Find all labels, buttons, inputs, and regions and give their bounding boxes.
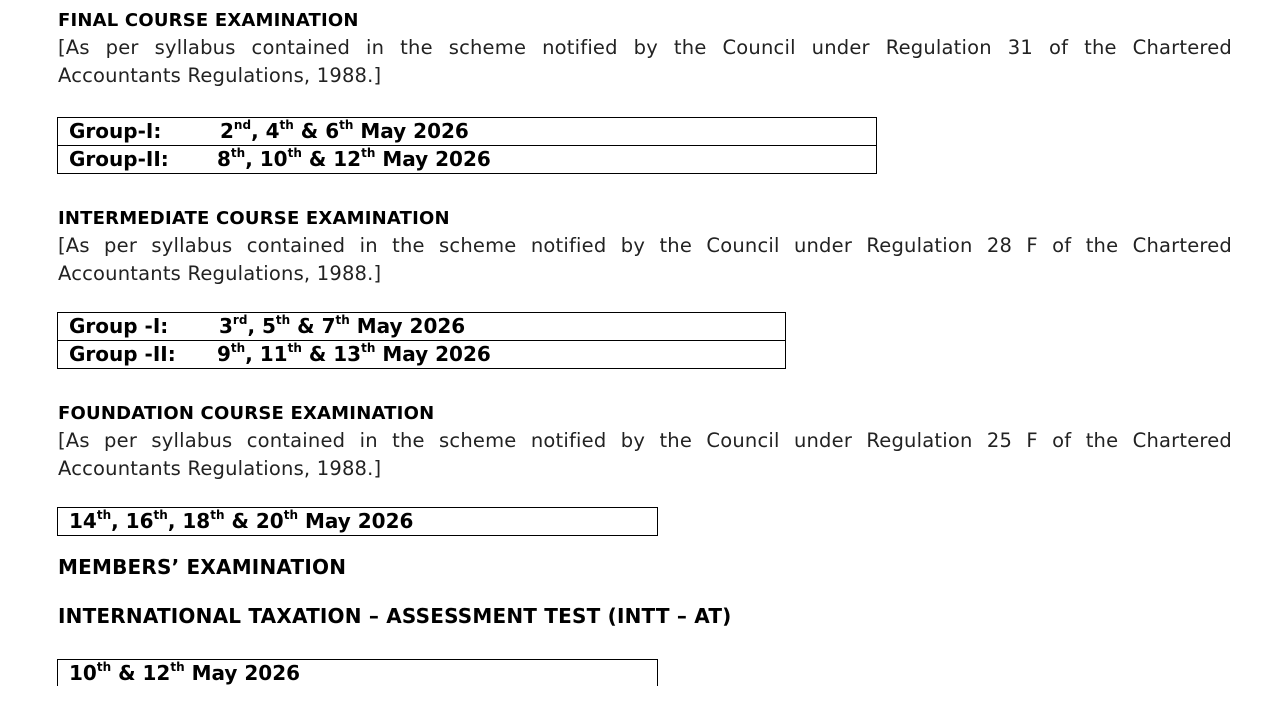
final-group-2-cell [58, 146, 877, 174]
final-course-heading: FINAL COURSE EXAMINATION [58, 10, 359, 31]
foundation-note-line-1: [As per syllabus contained in the scheme notified by the Council under Regulation 25 F of the Chartered [58, 429, 1232, 452]
date-text: May 2026 [353, 119, 469, 143]
date-text: 3 [219, 314, 233, 338]
date-text: , 5 [247, 314, 276, 338]
date-text: 8 [217, 147, 231, 171]
date-suffix: th [96, 660, 112, 674]
intt-dates-cell [58, 660, 658, 688]
intermediate-note-line-2: Accountants Regulations, 1988.] [58, 262, 382, 285]
date-text: & 6 [293, 119, 340, 143]
members-examination-heading: MEMBERS’ EXAMINATION [58, 555, 347, 579]
date-text: , 4 [251, 119, 280, 143]
date-suffix: th [335, 313, 350, 327]
date-text: , 11 [245, 342, 288, 366]
date-suffix: th [287, 341, 302, 355]
intermediate-course-syllabus-note [58, 232, 1232, 288]
foundation-note-line-2: Accountants Regulations, 1988.] [58, 457, 382, 480]
date-text: & 20 [224, 509, 284, 533]
date-text: , 16 [111, 509, 154, 533]
date-text: 14 [69, 509, 97, 533]
date-text: & 12 [111, 661, 171, 685]
date-suffix: th [230, 341, 246, 355]
intermediate-course-dates-table [57, 312, 786, 369]
intt-at-heading: INTERNATIONAL TAXATION – ASSESSMENT TEST (INTT – AT) [58, 604, 732, 628]
date-text: & 12 [301, 147, 362, 171]
table-row [58, 313, 786, 341]
intermediate-group-2-cell [58, 341, 786, 369]
table-row [58, 660, 658, 688]
date-suffix: th [230, 146, 246, 160]
date-text: , 18 [167, 509, 211, 533]
foundation-course-heading: FOUNDATION COURSE EXAMINATION [58, 403, 435, 424]
date-text: & 13 [301, 342, 362, 366]
date-suffix: th [153, 508, 168, 522]
foundation-course-dates-table [57, 507, 658, 536]
foundation-course-syllabus-note [58, 427, 1232, 483]
date-text: 9 [217, 342, 231, 366]
intermediate-note-line-1: [As per syllabus contained in the scheme notified by the Council under Regulation 28 F of the Chartered [58, 234, 1232, 257]
date-suffix: th [210, 508, 225, 522]
final-group-1-cell [58, 118, 877, 146]
date-suffix: th [283, 508, 298, 522]
date-suffix: rd [232, 313, 248, 327]
final-note-line-2: Accountants Regulations, 1988.] [58, 64, 382, 87]
group-label: Group-II: [69, 147, 169, 171]
date-suffix: th [279, 118, 294, 132]
table-row [58, 146, 877, 174]
page-cutoff-mask [0, 686, 1280, 720]
final-course-syllabus-note [58, 34, 1232, 90]
date-text: May 2026 [375, 147, 491, 171]
date-suffix: th [170, 660, 185, 674]
intermediate-course-heading: INTERMEDIATE COURSE EXAMINATION [58, 208, 450, 229]
final-course-dates-table [57, 117, 877, 174]
date-suffix: th [287, 146, 302, 160]
date-suffix: th [339, 118, 354, 132]
date-suffix: th [361, 146, 376, 160]
date-text: 2 [220, 119, 234, 143]
date-text: May 2026 [297, 509, 414, 533]
group-label: Group -II: [69, 342, 176, 366]
date-suffix: nd [233, 118, 252, 132]
date-text: 10 [69, 661, 97, 685]
table-row [58, 118, 877, 146]
date-text: & 7 [290, 314, 336, 338]
date-suffix: th [96, 508, 112, 522]
date-text: May 2026 [349, 314, 466, 338]
group-label: Group -I: [69, 314, 169, 338]
group-label: Group-I: [69, 119, 162, 143]
date-text: May 2026 [184, 661, 301, 685]
date-suffix: th [361, 341, 376, 355]
intt-dates-table [57, 659, 658, 688]
foundation-dates-cell [58, 508, 658, 536]
intermediate-group-1-cell [58, 313, 786, 341]
date-suffix: th [275, 313, 291, 327]
date-text: , 10 [245, 147, 288, 171]
table-row [58, 341, 786, 369]
table-row [58, 508, 658, 536]
final-note-line-1: [As per syllabus contained in the scheme notified by the Council under Regulation 31 of the Chartered [58, 36, 1232, 59]
date-text: May 2026 [375, 342, 491, 366]
